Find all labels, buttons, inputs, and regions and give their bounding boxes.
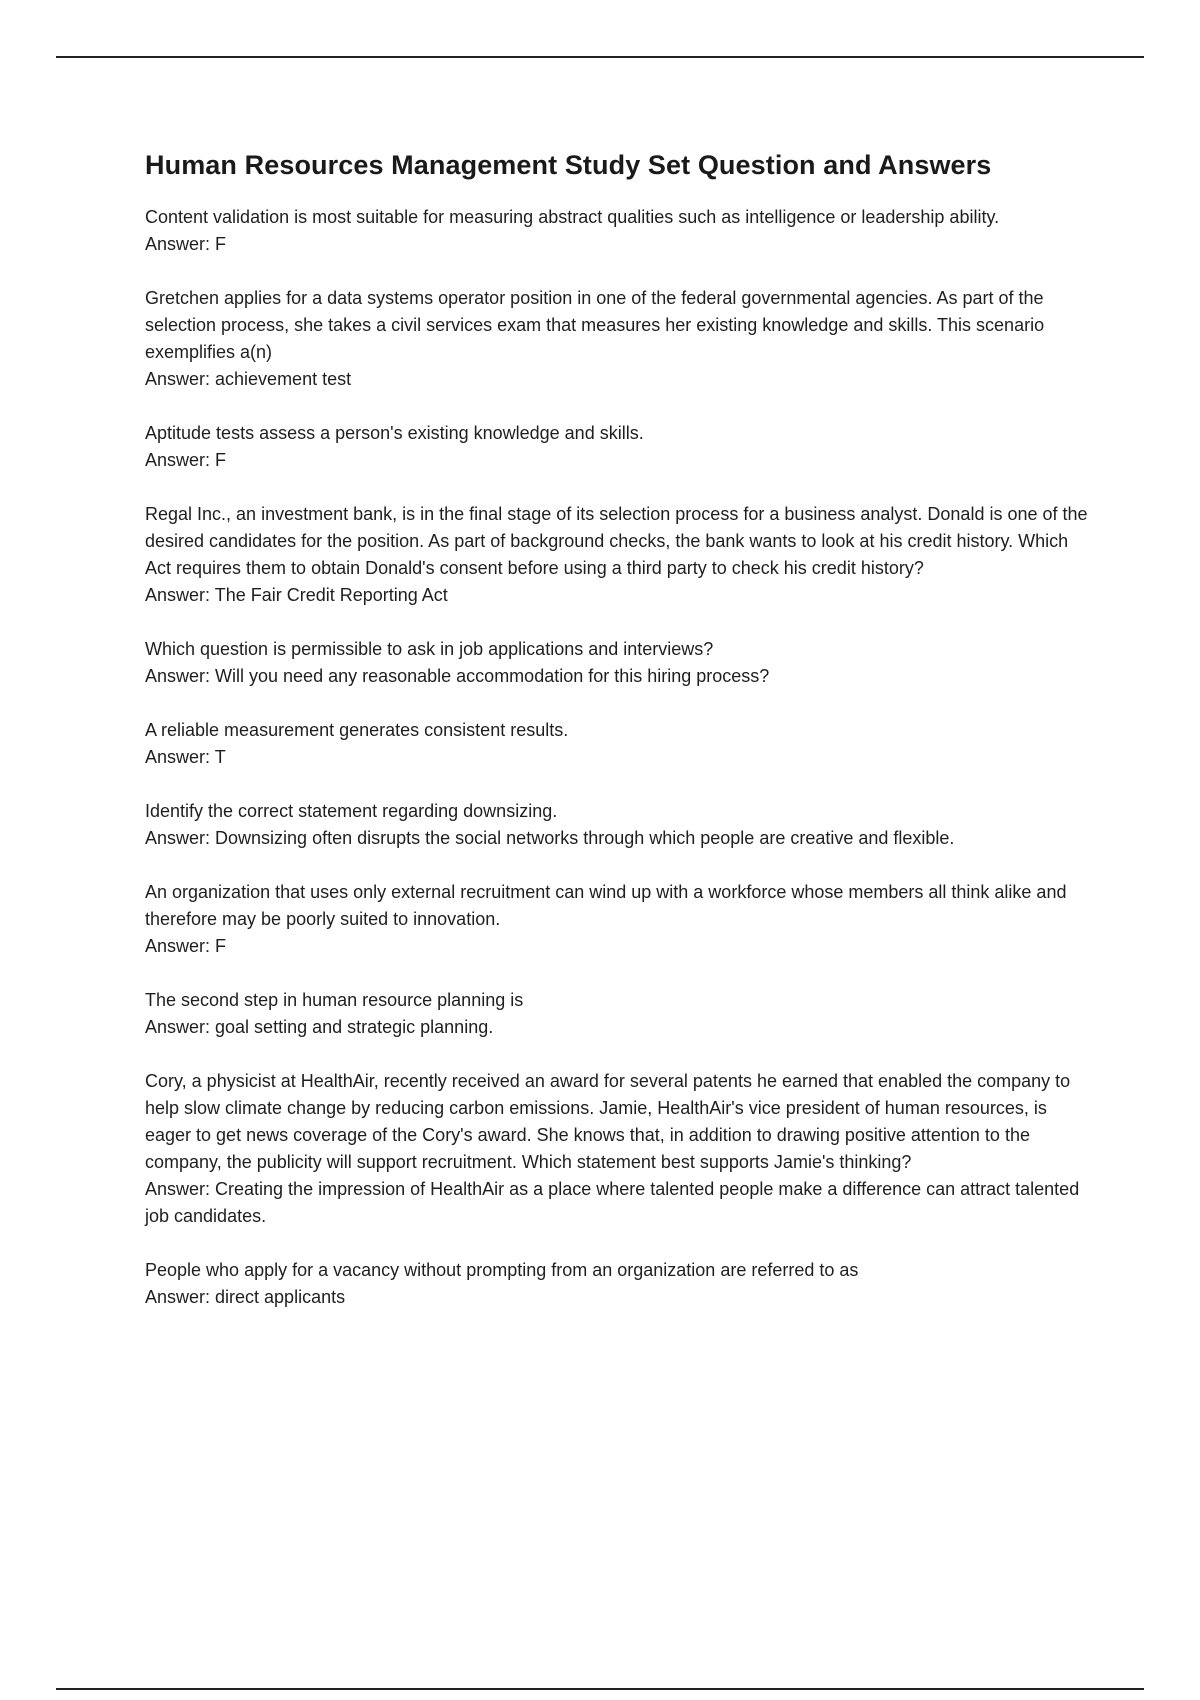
answer-text: Answer: Downsizing often disrupts the social networks through which people are creative and flexible. (145, 828, 955, 848)
page-title: Human Resources Management Study Set Question and Answers (145, 150, 992, 180)
question-text: Gretchen applies for a data systems operator position in one of the federal governmental agencies. As part of the selection process, she takes a civil services exam that measures her existing knowledge and skills. This scenario exemplifies a(n) (145, 288, 1045, 362)
question-text: Identify the correct statement regarding downsizing. (145, 801, 558, 821)
question-text: Content validation is most suitable for measuring abstract qualities such as intelligence or leadership ability. (145, 207, 1000, 227)
answer-text: Answer: T (145, 747, 226, 767)
answer-text: Answer: F (145, 234, 227, 254)
qa-item (145, 1257, 1090, 1311)
bottom-rule (56, 1688, 1144, 1690)
question-text: People who apply for a vacancy without prompting from an organization are referred to as (145, 1260, 859, 1280)
answer-text: Answer: achievement test (145, 369, 352, 389)
qa-item (145, 204, 1090, 258)
answer-text: Answer: direct applicants (145, 1287, 346, 1307)
qa-item (145, 501, 1090, 609)
answer-text: Answer: F (145, 936, 227, 956)
answer-text: Answer: Creating the impression of HealthAir as a place where talented people make a difference can attract talented job candidates. (145, 1179, 1080, 1226)
answer-text: Answer: F (145, 450, 227, 470)
question-text: Regal Inc., an investment bank, is in the final stage of its selection process for a business analyst. Donald is one of the desired candidates for the position. As part of background checks, the bank wants to look at his credit history. Which Act requires them to obtain Donald's consent before using a third party to check his credit history? (145, 504, 1088, 578)
answer-text: Answer: goal setting and strategic planning. (145, 1017, 494, 1037)
qa-item (145, 879, 1090, 960)
question-text: Aptitude tests assess a person's existing knowledge and skills. (145, 423, 644, 443)
qa-item (145, 987, 1090, 1041)
answer-text: Answer: The Fair Credit Reporting Act (145, 585, 448, 605)
question-text: Cory, a physicist at HealthAir, recently received an award for several patents he earned that enabled the company to help slow climate change by reducing carbon emissions. Jamie, HealthAir's vice president of human resources, is eager to get news coverage of the Cory's award. She knows that, in addition to drawing positive attention to the company, the publicity will support recruitment. Which statement best supports Jamie's thinking? (145, 1071, 1071, 1172)
qa-item (145, 420, 1090, 474)
qa-item (145, 798, 1090, 852)
answer-text: Answer: Will you need any reasonable accommodation for this hiring process? (145, 666, 770, 686)
question-text: A reliable measurement generates consistent results. (145, 720, 569, 740)
question-text: An organization that uses only external recruitment can wind up with a workforce whose members all think alike and therefore may be poorly suited to innovation. (145, 882, 1067, 929)
document-body (145, 148, 1090, 1338)
qa-item (145, 285, 1090, 393)
question-text: Which question is permissible to ask in job applications and interviews? (145, 639, 714, 659)
qa-item (145, 636, 1090, 690)
question-text: The second step in human resource planning is (145, 990, 524, 1010)
qa-item (145, 1068, 1090, 1230)
qa-item (145, 717, 1090, 771)
top-rule (56, 56, 1144, 58)
